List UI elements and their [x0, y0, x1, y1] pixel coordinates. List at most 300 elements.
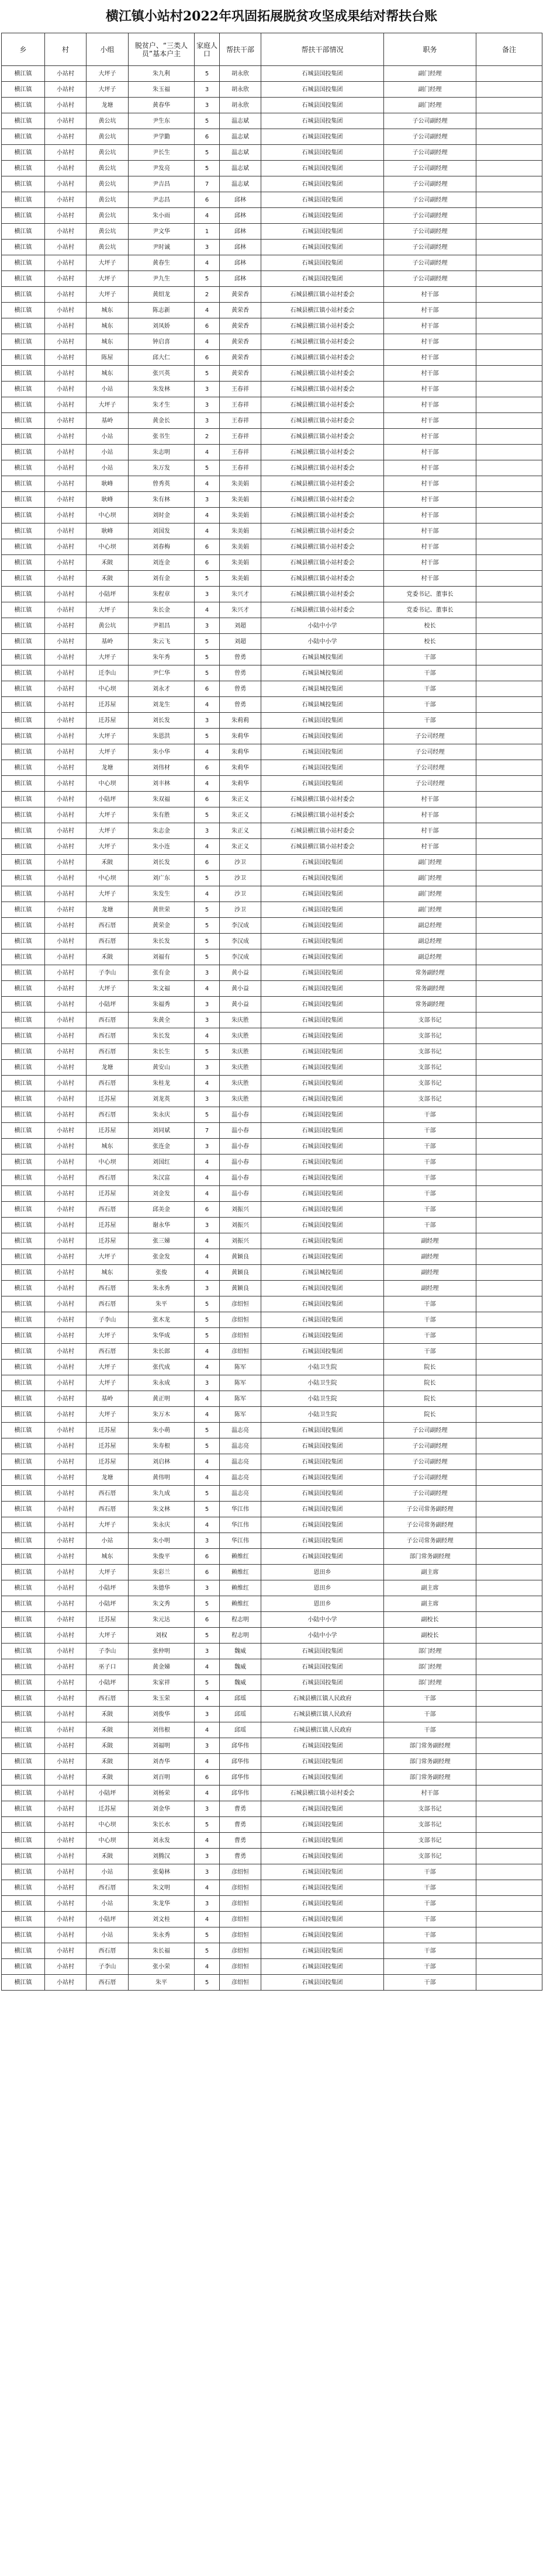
cell-group: 龙塘: [87, 760, 129, 776]
cell-family-size: 6: [195, 129, 220, 145]
table-row: [2, 1281, 542, 1296]
cell-township: 横江镇: [2, 1770, 45, 1785]
table-row: [2, 1013, 542, 1028]
table-row: [2, 334, 542, 350]
cell-helper: 温小春: [220, 1170, 261, 1186]
cell-family-size: 3: [195, 1580, 220, 1596]
cell-household-head: 黄世荣: [129, 902, 195, 918]
cell-household-head: 尹九生: [129, 271, 195, 287]
cell-helper: 赖维红: [220, 1596, 261, 1612]
cell-village: 小站村: [45, 224, 87, 240]
cell-position: 村干部: [384, 366, 476, 382]
cell-helper-unit: 石城县国投集团: [261, 1060, 384, 1076]
table-row: [2, 192, 542, 208]
cell-position: 副门经理: [384, 902, 476, 918]
cell-group: 大坪子: [87, 981, 129, 997]
cell-family-size: 5: [195, 460, 220, 476]
cell-group: 黄公坑: [87, 145, 129, 161]
cell-helper-unit: 石城县国投集团: [261, 1675, 384, 1691]
cell-helper: 沙卫: [220, 886, 261, 902]
table-row: [2, 508, 542, 523]
cell-village: 小站村: [45, 760, 87, 776]
cell-position: 干部: [384, 1722, 476, 1738]
cell-family-size: 3: [195, 965, 220, 981]
cell-position: 干部: [384, 1154, 476, 1170]
table-row: [2, 1312, 542, 1328]
cell-remarks: [476, 176, 542, 192]
ledger-table: [1, 33, 542, 1991]
cell-remarks: [476, 1849, 542, 1864]
cell-household-head: 尹长生: [129, 145, 195, 161]
cell-township: 横江镇: [2, 1675, 45, 1691]
cell-group: 大坪子: [87, 1565, 129, 1580]
cell-remarks: [476, 1691, 542, 1707]
cell-position: 干部: [384, 1186, 476, 1202]
cell-family-size: 3: [195, 1139, 220, 1154]
table-row: [2, 113, 542, 129]
cell-group: 禾陂: [87, 1738, 129, 1754]
cell-township: 横江镇: [2, 1296, 45, 1312]
cell-household-head: 朱永庆: [129, 1517, 195, 1533]
table-row: [2, 445, 542, 460]
cell-township: 横江镇: [2, 1707, 45, 1722]
cell-household-head: 张兴英: [129, 366, 195, 382]
cell-position: 干部: [384, 1170, 476, 1186]
cell-village: 小站村: [45, 1833, 87, 1849]
table-row: [2, 287, 542, 303]
cell-household-head: 张有金: [129, 965, 195, 981]
cell-helper: 黄颖良: [220, 1249, 261, 1265]
cell-remarks: [476, 1344, 542, 1360]
cell-remarks: [476, 1391, 542, 1407]
cell-township: 横江镇: [2, 1754, 45, 1770]
cell-household-head: 朱双福: [129, 792, 195, 807]
cell-position: 支部书记: [384, 1833, 476, 1849]
cell-position: 村干部: [384, 508, 476, 523]
cell-position: 干部: [384, 1202, 476, 1218]
cell-township: 横江镇: [2, 1849, 45, 1864]
cell-helper-unit: 石城县国投集团: [261, 1817, 384, 1833]
cell-household-head: 刘金发: [129, 1186, 195, 1202]
cell-township: 横江镇: [2, 1454, 45, 1470]
cell-village: 小站村: [45, 1060, 87, 1076]
cell-family-size: 5: [195, 1927, 220, 1943]
cell-helper: 王春祥: [220, 397, 261, 413]
cell-helper: 陈军: [220, 1391, 261, 1407]
table-row: [2, 382, 542, 397]
cell-remarks: [476, 1044, 542, 1060]
cell-helper: 彦绍恒: [220, 1896, 261, 1912]
cell-remarks: [476, 1423, 542, 1438]
table-row: [2, 1912, 542, 1927]
cell-family-size: 6: [195, 318, 220, 334]
cell-group: 西石厝: [87, 934, 129, 949]
cell-household-head: 朱俊平: [129, 1549, 195, 1565]
cell-remarks: [476, 508, 542, 523]
cell-family-size: 4: [195, 1076, 220, 1091]
cell-village: 小站村: [45, 571, 87, 587]
cell-helper: 朱美娟: [220, 492, 261, 508]
cell-remarks: [476, 729, 542, 744]
cell-family-size: 4: [195, 1880, 220, 1896]
cell-township: 横江镇: [2, 429, 45, 445]
cell-household-head: 刘连金: [129, 555, 195, 571]
cell-township: 横江镇: [2, 523, 45, 539]
table-row: [2, 665, 542, 681]
cell-group: 大坪子: [87, 744, 129, 760]
cell-helper-unit: 石城县横江镇小站村委会: [261, 602, 384, 618]
cell-group: 小陆坪: [87, 1912, 129, 1927]
cell-group: 禾陂: [87, 1707, 129, 1722]
cell-helper-unit: 石城县横江镇小站村委会: [261, 539, 384, 555]
cell-helper-unit: 小陆中小学: [261, 618, 384, 634]
cell-household-head: 朱长福: [129, 1943, 195, 1959]
cell-helper: 陈军: [220, 1375, 261, 1391]
cell-group: 西石厝: [87, 1502, 129, 1517]
cell-helper-unit: 石城县横江镇小站村委会: [261, 1785, 384, 1801]
cell-village: 小站村: [45, 318, 87, 334]
table-row: [2, 902, 542, 918]
cell-village: 小站村: [45, 1107, 87, 1123]
cell-family-size: 3: [195, 397, 220, 413]
table-row: [2, 965, 542, 981]
cell-group: 城东: [87, 366, 129, 382]
table-row: [2, 1722, 542, 1738]
header-remarks: 备注: [476, 33, 542, 66]
cell-helper-unit: 石城县国投集团: [261, 1943, 384, 1959]
cell-remarks: [476, 476, 542, 492]
cell-family-size: 3: [195, 1375, 220, 1391]
cell-village: 小站村: [45, 1265, 87, 1281]
cell-remarks: [476, 1486, 542, 1502]
cell-remarks: [476, 886, 542, 902]
cell-village: 小站村: [45, 1675, 87, 1691]
cell-family-size: 4: [195, 1517, 220, 1533]
table-row: [2, 634, 542, 650]
cell-family-size: 3: [195, 823, 220, 839]
cell-household-head: 黄绍龙: [129, 287, 195, 303]
table-row: [2, 1943, 542, 1959]
cell-position: 子公司副经理: [384, 1438, 476, 1454]
cell-group: 陈屋: [87, 350, 129, 366]
cell-helper: 彦绍恒: [220, 1312, 261, 1328]
cell-township: 横江镇: [2, 1738, 45, 1754]
cell-helper-unit: 石城县国投集团: [261, 776, 384, 792]
cell-group: 城东: [87, 1139, 129, 1154]
cell-position: 部门经理: [384, 1675, 476, 1691]
cell-position: 干部: [384, 1218, 476, 1233]
cell-remarks: [476, 1249, 542, 1265]
cell-helper-unit: 石城县横江镇小站村委会: [261, 460, 384, 476]
cell-helper-unit: 石城县国投集团: [261, 902, 384, 918]
cell-household-head: 朱才生: [129, 397, 195, 413]
cell-remarks: [476, 492, 542, 508]
cell-helper-unit: 石城县国投集团: [261, 1186, 384, 1202]
cell-helper: 邱瑶: [220, 1707, 261, 1722]
cell-helper: 彦绍恒: [220, 1296, 261, 1312]
cell-family-size: 4: [195, 334, 220, 350]
cell-position: 干部: [384, 1864, 476, 1880]
cell-helper-unit: 石城县横江镇小站村委会: [261, 555, 384, 571]
cell-township: 横江镇: [2, 587, 45, 602]
cell-township: 横江镇: [2, 555, 45, 571]
cell-position: 院长: [384, 1391, 476, 1407]
cell-helper-unit: 恩田乡: [261, 1596, 384, 1612]
cell-township: 横江镇: [2, 776, 45, 792]
cell-group: 中心坝: [87, 1817, 129, 1833]
cell-village: 小站村: [45, 981, 87, 997]
cell-township: 横江镇: [2, 382, 45, 397]
cell-family-size: 5: [195, 1296, 220, 1312]
cell-family-size: 5: [195, 1502, 220, 1517]
cell-helper-unit: 石城县国投集团: [261, 113, 384, 129]
cell-township: 横江镇: [2, 176, 45, 192]
cell-village: 小站村: [45, 1864, 87, 1880]
cell-helper: 朱庆胜: [220, 1013, 261, 1028]
cell-helper-unit: 石城县横江镇小站村委会: [261, 413, 384, 429]
cell-township: 横江镇: [2, 1880, 45, 1896]
cell-group: 小站: [87, 1896, 129, 1912]
cell-village: 小站村: [45, 334, 87, 350]
cell-position: 校长: [384, 618, 476, 634]
cell-village: 小站村: [45, 681, 87, 697]
cell-helper-unit: 石城县国投集团: [261, 1312, 384, 1328]
cell-helper: 黄小益: [220, 981, 261, 997]
cell-village: 小站村: [45, 366, 87, 382]
cell-position: 副经理: [384, 1249, 476, 1265]
cell-family-size: 4: [195, 1249, 220, 1265]
cell-family-size: 4: [195, 1754, 220, 1770]
table-row: [2, 460, 542, 476]
cell-township: 横江镇: [2, 934, 45, 949]
cell-position: 干部: [384, 650, 476, 665]
cell-family-size: 3: [195, 1896, 220, 1912]
cell-village: 小站村: [45, 508, 87, 523]
cell-helper-unit: 石城县国投集团: [261, 1975, 384, 1991]
cell-village: 小站村: [45, 397, 87, 413]
cell-helper-unit: 石城县国投集团: [261, 886, 384, 902]
cell-remarks: [476, 1675, 542, 1691]
cell-township: 横江镇: [2, 539, 45, 555]
cell-helper-unit: 石城县国投集团: [261, 82, 384, 98]
cell-helper: 彦绍恒: [220, 1328, 261, 1344]
cell-group: 禾陂: [87, 1770, 129, 1785]
cell-helper-unit: 石城县国投集团: [261, 1249, 384, 1265]
cell-position: 干部: [384, 1344, 476, 1360]
cell-position: 干部: [384, 1943, 476, 1959]
cell-township: 横江镇: [2, 1549, 45, 1565]
cell-family-size: 4: [195, 208, 220, 224]
cell-helper: 朱美娟: [220, 539, 261, 555]
cell-household-head: 朱华成: [129, 1328, 195, 1344]
table-row: [2, 1391, 542, 1407]
cell-helper-unit: 石城县城投集团: [261, 665, 384, 681]
cell-village: 小站村: [45, 1707, 87, 1722]
table-row: [2, 271, 542, 287]
cell-remarks: [476, 1407, 542, 1423]
cell-remarks: [476, 1013, 542, 1028]
cell-helper: 黄小益: [220, 965, 261, 981]
cell-family-size: 3: [195, 1864, 220, 1880]
cell-position: 村干部: [384, 334, 476, 350]
cell-helper: 沙卫: [220, 871, 261, 886]
cell-township: 横江镇: [2, 1785, 45, 1801]
cell-household-head: 尹文华: [129, 224, 195, 240]
cell-remarks: [476, 602, 542, 618]
cell-township: 横江镇: [2, 634, 45, 650]
cell-helper: 温小春: [220, 1107, 261, 1123]
cell-village: 小站村: [45, 1975, 87, 1991]
cell-position: 院长: [384, 1360, 476, 1375]
cell-remarks: [476, 1076, 542, 1091]
cell-group: 迁苏屋: [87, 1186, 129, 1202]
cell-position: 子公司副经理: [384, 113, 476, 129]
cell-township: 横江镇: [2, 1154, 45, 1170]
cell-helper: 李汉成: [220, 949, 261, 965]
cell-family-size: 4: [195, 476, 220, 492]
cell-helper: 胡永欣: [220, 66, 261, 82]
cell-helper: 沙卫: [220, 902, 261, 918]
cell-position: 村干部: [384, 792, 476, 807]
table-row: [2, 1596, 542, 1612]
table-row: [2, 1060, 542, 1076]
cell-helper: 黄小益: [220, 997, 261, 1013]
cell-village: 小站村: [45, 413, 87, 429]
cell-household-head: 朱寿根: [129, 1438, 195, 1454]
cell-position: 部门常务副经理: [384, 1770, 476, 1785]
cell-position: 干部: [384, 1691, 476, 1707]
cell-township: 横江镇: [2, 1375, 45, 1391]
table-row: [2, 1612, 542, 1628]
cell-helper-unit: 石城县国投集团: [261, 1927, 384, 1943]
cell-position: 子公司副经理: [384, 192, 476, 208]
cell-helper-unit: 石城县国投集团: [261, 208, 384, 224]
cell-helper: 温小春: [220, 1139, 261, 1154]
cell-group: 中心坝: [87, 1154, 129, 1170]
cell-remarks: [476, 382, 542, 397]
cell-household-head: 朱长发: [129, 934, 195, 949]
cell-remarks: [476, 1738, 542, 1754]
cell-township: 横江镇: [2, 1533, 45, 1549]
cell-helper: 胡永欣: [220, 82, 261, 98]
cell-remarks: [476, 271, 542, 287]
cell-helper: 朱兴才: [220, 602, 261, 618]
cell-household-head: 朱元达: [129, 1612, 195, 1628]
cell-helper-unit: 石城县国投集团: [261, 1202, 384, 1218]
cell-group: 黄公坑: [87, 113, 129, 129]
cell-helper: 朱兴才: [220, 587, 261, 602]
cell-household-head: 刘腾汉: [129, 1849, 195, 1864]
table-row: [2, 145, 542, 161]
table-row: [2, 886, 542, 902]
cell-village: 小站村: [45, 66, 87, 82]
cell-remarks: [476, 587, 542, 602]
cell-helper-unit: 石城县国投集团: [261, 1233, 384, 1249]
table-row: [2, 539, 542, 555]
cell-helper: 华江伟: [220, 1517, 261, 1533]
cell-helper-unit: 小陆卫生院: [261, 1360, 384, 1375]
cell-helper-unit: 石城县国投集团: [261, 1076, 384, 1091]
cell-group: 大坪子: [87, 66, 129, 82]
cell-township: 横江镇: [2, 1328, 45, 1344]
cell-group: 基岭: [87, 1391, 129, 1407]
cell-position: 副主席: [384, 1580, 476, 1596]
table-row: [2, 981, 542, 997]
cell-family-size: 5: [195, 934, 220, 949]
cell-household-head: 朱九利: [129, 66, 195, 82]
cell-group: 黄公坑: [87, 618, 129, 634]
cell-helper: 华江伟: [220, 1533, 261, 1549]
cell-position: 院长: [384, 1407, 476, 1423]
cell-village: 小站村: [45, 918, 87, 934]
cell-position: 子公司副经理: [384, 145, 476, 161]
header-township: 乡: [2, 33, 45, 66]
cell-group: 迁苏屋: [87, 1423, 129, 1438]
cell-township: 横江镇: [2, 445, 45, 460]
cell-group: 迁苏屋: [87, 1801, 129, 1817]
cell-family-size: 3: [195, 382, 220, 397]
cell-remarks: [476, 523, 542, 539]
cell-family-size: 6: [195, 760, 220, 776]
cell-remarks: [476, 807, 542, 823]
cell-helper-unit: 石城县横江镇小站村委会: [261, 839, 384, 855]
cell-household-head: 刘长发: [129, 855, 195, 871]
cell-household-head: 张小荣: [129, 1959, 195, 1975]
cell-household-head: 尹吉昌: [129, 176, 195, 192]
cell-household-head: 朱文林: [129, 1502, 195, 1517]
cell-township: 横江镇: [2, 113, 45, 129]
cell-position: 子公司经理: [384, 729, 476, 744]
cell-position: 村干部: [384, 303, 476, 318]
table-row: [2, 1738, 542, 1754]
cell-group: 大坪子: [87, 1407, 129, 1423]
cell-village: 小站村: [45, 1344, 87, 1360]
cell-position: 部门常务副经理: [384, 1738, 476, 1754]
cell-helper: 曾勇: [220, 665, 261, 681]
cell-township: 横江镇: [2, 240, 45, 255]
cell-position: 常务副经理: [384, 981, 476, 997]
cell-position: 干部: [384, 1123, 476, 1139]
cell-household-head: 朱长金: [129, 602, 195, 618]
cell-remarks: [476, 634, 542, 650]
cell-township: 横江镇: [2, 255, 45, 271]
cell-household-head: 朱玉荣: [129, 1691, 195, 1707]
table-row: [2, 1801, 542, 1817]
cell-remarks: [476, 1375, 542, 1391]
cell-helper-unit: 石城县国投集团: [261, 965, 384, 981]
cell-remarks: [476, 350, 542, 366]
cell-remarks: [476, 981, 542, 997]
cell-remarks: [476, 208, 542, 224]
cell-household-head: 张仲明: [129, 1644, 195, 1659]
cell-township: 横江镇: [2, 981, 45, 997]
cell-remarks: [476, 855, 542, 871]
cell-remarks: [476, 1533, 542, 1549]
cell-household-head: 朱长生: [129, 1044, 195, 1060]
table-row: [2, 744, 542, 760]
cell-helper: 朱庆胜: [220, 1028, 261, 1044]
cell-group: 迁苏屋: [87, 1218, 129, 1233]
cell-group: 禾陂: [87, 571, 129, 587]
cell-remarks: [476, 334, 542, 350]
cell-township: 横江镇: [2, 1344, 45, 1360]
cell-household-head: 朱小萌: [129, 1423, 195, 1438]
cell-helper: 朱庆胜: [220, 1044, 261, 1060]
cell-helper: 刘振兴: [220, 1202, 261, 1218]
cell-remarks: [476, 918, 542, 934]
cell-remarks: [476, 839, 542, 855]
cell-helper-unit: 石城县国投集团: [261, 240, 384, 255]
